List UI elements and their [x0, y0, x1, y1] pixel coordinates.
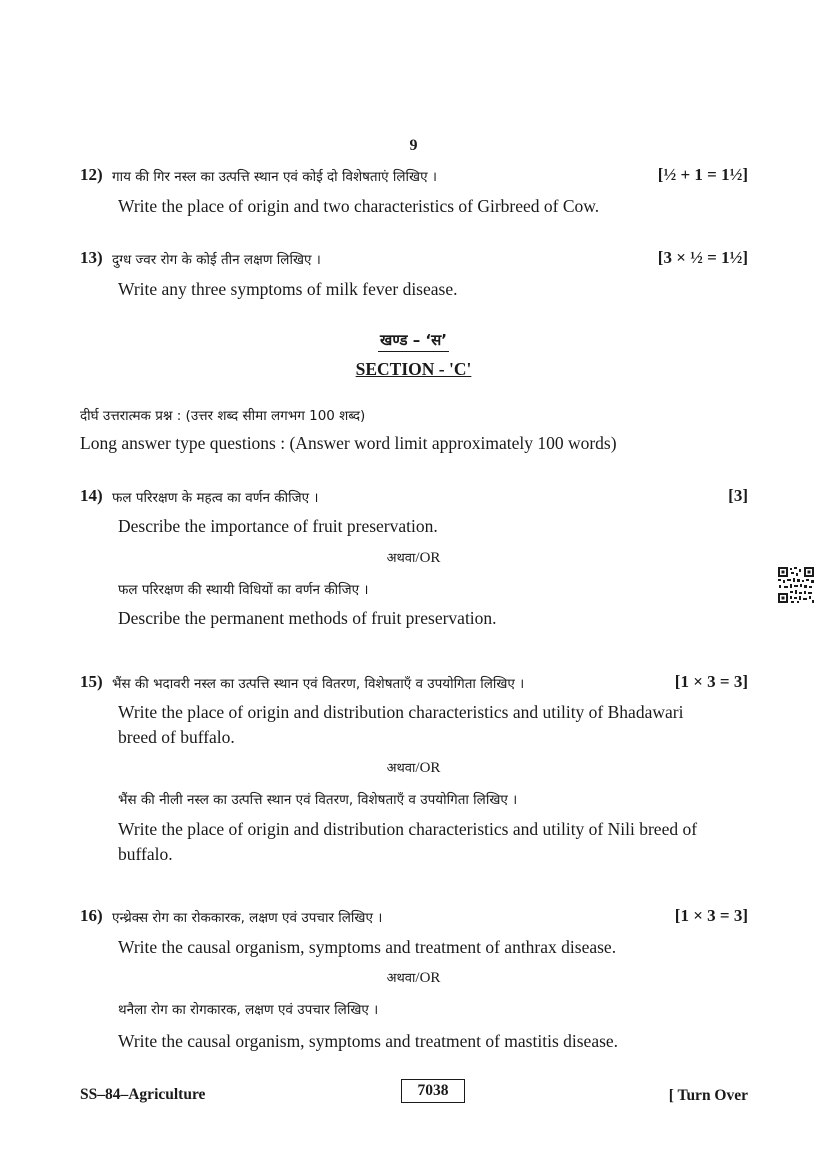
question-15-marks: [1 × 3 = 3]: [674, 672, 748, 691]
question-15-or: [0, 758, 827, 777]
question-12-marks: [½ + 1 = 1½]: [657, 165, 748, 184]
question-15-english-line1: Write the place of origin and distribution characteristics and utility of Bhadawari: [118, 702, 684, 722]
section-heading-hindi: [0, 330, 827, 350]
question-13-english: Write any three symptoms of milk fever disease.: [118, 279, 458, 299]
question-16-english: Write the causal organism, symptoms and treatment of anthrax disease.: [118, 937, 617, 957]
or-english: /OR: [415, 550, 441, 566]
question-14-english: Describe the importance of fruit preservation.: [118, 516, 438, 536]
question-16-or: [0, 968, 827, 987]
question-14-marks: [3]: [728, 486, 748, 505]
qr-code-icon: [777, 566, 815, 604]
or-english: /OR: [415, 760, 441, 776]
footer-paper-code: SS–84–Agriculture: [80, 1086, 206, 1103]
or-hindi: अथवा: [386, 551, 416, 566]
footer-turn-over: [ Turn Over: [668, 1087, 748, 1104]
question-12-number: 12): [80, 165, 103, 184]
question-13-hindi: दुग्ध ज्वर रोग के कोई तीन लक्षण लिखिए ।: [112, 252, 321, 268]
section-heading-english: [0, 359, 827, 380]
or-hindi: अथवा: [386, 971, 416, 986]
question-13-number: 13): [80, 248, 103, 267]
question-14-number: 14): [80, 486, 103, 505]
or-english: /OR: [415, 970, 441, 986]
question-16-hindi: एन्थ्रेक्स रोग का रोककारक, लक्षण एवं उपचार लिखिए ।: [112, 910, 383, 926]
question-14-hindi: फल परिरक्षण के महत्व का वर्णन कीजिए ।: [112, 490, 319, 506]
question-15-alt-english-line1: Write the place of origin and distribution characteristics and utility of Nili breed of: [118, 819, 698, 839]
question-15-hindi: भैंस की भदावरी नस्ल का उत्पत्ति स्थान एवं वितरण, विशेषताएँ व उपयोगिता लिखिए ।: [112, 676, 525, 692]
question-12-hindi: गाय की गिर नस्ल का उत्पत्ति स्थान एवं कोई दो विशेषताएं लिखिए ।: [112, 169, 437, 185]
question-12-english: Write the place of origin and two characteristics of Girbreed of Cow.: [118, 196, 600, 216]
question-14-or: [0, 548, 827, 567]
footer-page-code: 7038: [401, 1079, 465, 1103]
question-15-alt-english-line2: buffalo.: [118, 844, 173, 864]
question-16-alt-hindi: थनैला रोग का रोगकारक, लक्षण एवं उपचार लिखिए ।: [118, 1002, 379, 1018]
question-14-alt-english: Describe the permanent methods of fruit preservation.: [118, 608, 497, 628]
question-16-alt-english: Write the causal organism, symptoms and treatment of mastitis disease.: [118, 1031, 619, 1051]
or-hindi: अथवा: [386, 761, 416, 776]
question-14-alt-hindi: फल परिरक्षण की स्थायी विधियों का वर्णन कीजिए ।: [118, 582, 369, 598]
page-number: 9: [409, 137, 418, 154]
question-15-number: 15): [80, 672, 103, 691]
section-heading-hindi-text: खण्ड – ‘स’: [378, 331, 449, 352]
question-16-marks: [1 × 3 = 3]: [674, 906, 748, 925]
question-15-english-line2: breed of buffalo.: [118, 727, 235, 747]
question-15-alt-hindi: भैंस की नीली नस्ल का उत्पत्ति स्थान एवं वितरण, विशेषताएँ व उपयोगिता लिखिए ।: [118, 792, 518, 808]
question-13-marks: [3 × ½ = 1½]: [657, 248, 748, 267]
question-16-number: 16): [80, 906, 103, 925]
instructions-english: Long answer type questions : (Answer word limit approximately 100 words): [80, 433, 617, 453]
section-heading-english-text: SECTION - 'C': [355, 359, 472, 379]
instructions-hindi: दीर्घ उत्तरात्मक प्रश्न : (उत्तर शब्द सीमा लगभग 100 शब्द): [80, 408, 366, 424]
